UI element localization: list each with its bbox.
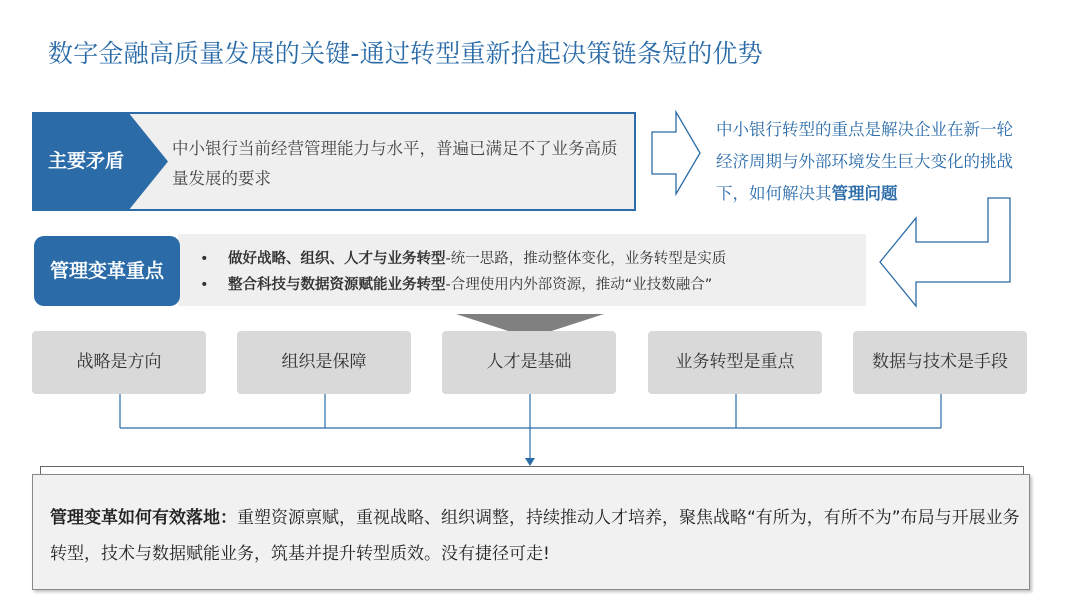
- pillar-talent: 人才是基础: [442, 331, 616, 394]
- contradiction-label: 主要矛盾: [48, 150, 125, 172]
- bullet: •: [200, 251, 209, 267]
- bullet: •: [200, 277, 209, 293]
- conclusion-heading: 管理变革如何有效落地：: [50, 508, 237, 528]
- focus-item-bold: 整合科技与数据资源赋能业务转型: [228, 277, 446, 293]
- conclusion-body: 重塑资源禀赋，重视战略、组织调整，持续推动人才培养，聚焦战略“有所为，有所不为”布局与开展业务转型，技术与数据赋能业务，筑基并提升转型质效。没有捷径可走!: [50, 508, 1020, 564]
- key-point-highlight: 管理问题: [831, 184, 898, 203]
- pillar-strategy: 战略是方向: [32, 331, 206, 394]
- page-title: 数字金融高质量发展的关键-通过转型重新拾起决策链条短的优势: [48, 39, 763, 68]
- pillar-organization: 组织是保障: [237, 331, 411, 394]
- pillar-data-tech: 数据与技术是手段: [853, 331, 1027, 394]
- focus-item-text: -统一思路，推动整体变化，业务转型是实质: [445, 251, 727, 267]
- conclusion-text: [50, 500, 1020, 572]
- pillar-business: 业务转型是重点: [648, 331, 822, 394]
- focus-label: 管理变革重点: [34, 236, 180, 306]
- focus-item-text: -合理使用内外部资源，推动“业技数融合”: [445, 277, 713, 293]
- key-point-body: 中小银行转型的重点是解决企业在新一轮经济周期与外部环境发生巨大变化的挑战下，如何解决其: [716, 120, 1013, 203]
- contradiction-text: 中小银行当前经营管理能力与水平，普遍已满足不了业务高质量发展的要求: [172, 139, 618, 188]
- focus-item-bold: 做好战略、组织、人才与业务转型: [228, 251, 446, 267]
